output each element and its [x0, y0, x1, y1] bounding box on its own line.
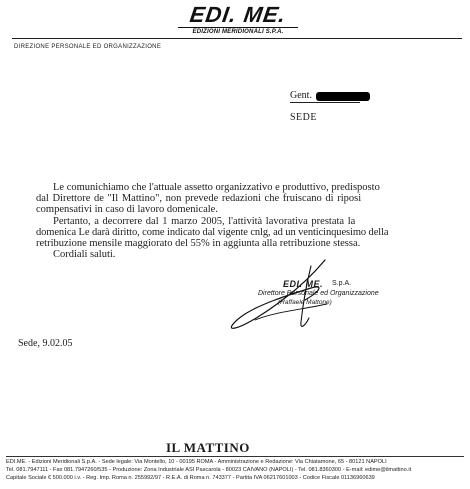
- body-closing: Cordiali saluti.: [53, 249, 116, 260]
- handwritten-signature: [215, 252, 355, 342]
- header-divider: [12, 38, 462, 39]
- body-line-1: Le comunichiamo che l'attuale assetto organizzativo e produttivo, predisposto: [53, 182, 380, 193]
- footer-divider: [6, 456, 464, 457]
- addressee-salutation: Gent.: [290, 90, 312, 101]
- place-date: Sede, 9.02.05: [18, 338, 73, 349]
- signature-title: Direttore Personale ed Organizzazione: [258, 290, 379, 297]
- body-line-6: retribuzione mensile maggiorato del 55% in aggiunta alla retribuzione stessa.: [36, 238, 361, 249]
- footer-line-3: Capitale Sociale € 500.000 i.v. - Reg. Imp. Roma n. 255992/97 - R.E.A. di Roma n. 743377 - Partita IVA 06217601003 - Codice Fiscale 01136960639: [6, 475, 375, 481]
- body-line-2: dal Direttore de "Il Mattino", non prevede redazioni che fruiscano di riposi: [36, 193, 362, 204]
- masthead-logo: IL MATTINO: [166, 440, 250, 455]
- department-heading: DIREZIONE PERSONALE ED ORGANIZZAZIONE: [14, 44, 162, 50]
- redacted-name: [316, 92, 370, 101]
- signature-company: EDI. ME.: [283, 279, 324, 289]
- body-line-4: Pertanto, a decorrere dal 1 marzo 2005, l'attività lavorativa prestata la: [53, 216, 356, 227]
- logo-sub-text: EDIZIONI MERIDIONALI S.P.A.: [178, 27, 298, 36]
- signature-name: (Raffaele Mattone): [278, 299, 332, 306]
- company-logo: [178, 4, 298, 36]
- body-line-5: domenica Le darà diritto, come indicato dal vigente cnlg, ad un venticinquesimo della: [36, 227, 389, 238]
- addressee-place: SEDE: [290, 112, 317, 123]
- logo-main-text: EDI. ME.: [188, 2, 288, 27]
- footer-line-1: EDI.ME. - Edizioni Meridionali S.p.A. - Sede legale: Via Montello, 10 - 00195 ROMA - Amministrazione e Redazione: Via Chiatamone, 65 - 80121 NAPOLI: [6, 459, 387, 465]
- signature-company-suffix: S.p.A.: [332, 280, 352, 287]
- addressee-underline: [290, 102, 360, 103]
- footer-line-2: Tel. 081.7947111 - Fax 081.7947260/535 - Produzione: Zona Industriale ASI Pascarola - 80023 CAIVANO (NAPOLI) - Tel. 081.8360300 - E-mail: edime@ilmattino.it: [6, 467, 412, 473]
- body-line-3: compensativi in caso di lavoro domenicale.: [36, 204, 218, 215]
